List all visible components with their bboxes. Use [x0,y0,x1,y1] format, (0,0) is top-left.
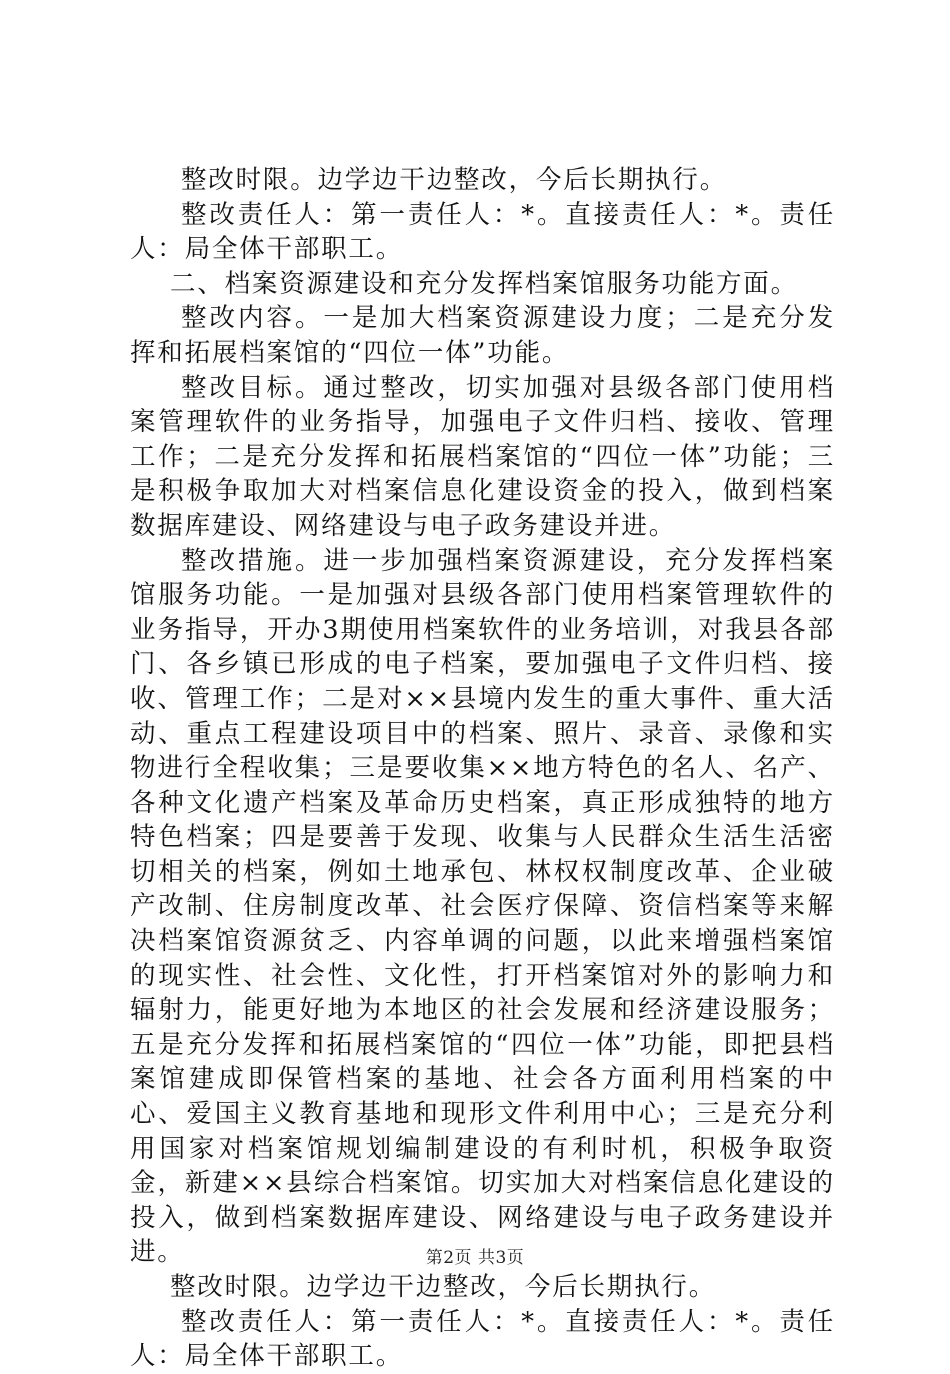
paragraph-deadline-1: 整改时限。边学边干边整改，今后长期执行。 [181,165,728,195]
paragraph-deadline-2: 整改时限。边学边干边整改，今后长期执行。 [170,1272,717,1302]
paragraph-rectification-content: 整改内容。一是加大档案资源建设力度；二是充分发挥和拓展档案馆的“四位一体”功能。 [130,303,835,368]
paragraph-rectification-goal: 整改目标。通过整改，切实加强对县级各部门使用档案管理软件的业务指导，加强电子文件归档、接收、管理工作；二是充分发挥和拓展档案馆的“四位一体”功能；三是积极争取加大对档案信息化建设资金的投入，做到档案数据库建设、网络建设与电子政务建设并进。 [130,372,835,541]
page-number-footer: 第2页 共3页 [425,1248,525,1268]
paragraph-rectification-measures: 整改措施。进一步加强档案资源建设，充分发挥档案馆服务功能。一是加强对县级各部门使用档案管理软件的业务指导，开办3期使用档案软件的业务培训，对我县各部门、各乡镇已形成的电子档案，要加强电子文件归档、接收、管理工作；二是对××县境内发生的重大事件、重大活动、重点工程建设项目中的档案、照片、录音、录像和实物进行全程收集；三是要收集××地方特色的名人、名产、各种文化遗产档案及革命历史档案，真正形成独特的地方特色档案；四是要善于发现、收集与人民群众生活生活密切相关的档案，例如土地承包、林权权制度改革、企业破产改制、住房制度改革、社会医疗保障、资信档案等来解决档案馆资源贫乏、内容单调的问题，以此来增强档案馆的现实性、社会性、文化性，打开档案馆对外的影响力和辐射力，能更好地为本地区的社会发展和经济建设服务；五是充分发挥和拓展档案馆的“四位一体”功能，即把县档案馆建成即保管档案的基地、社会各方面利用档案的中心、爱国主义教育基地和现形文件利用中心；三是充分利用国家对档案馆规划编制建设的有利时机，积极争取资金，新建××县综合档案馆。切实加大对档案信息化建设的投入，做到档案数据库建设、网络建设与电子政务建设并进。 [130,545,835,1268]
paragraph-responsible-2: 整改责任人：第一责任人：*。直接责任人：*。责任人：局全体干部职工。 [130,1306,835,1372]
document-body [130,163,835,1374]
paragraph-responsible-1: 整改责任人：第一责任人：*。直接责任人：*。责任人：局全体干部职工。 [130,199,835,265]
section-heading-archive-resources: 二、档案资源建设和充分发挥档案馆服务功能方面。 [170,268,798,299]
